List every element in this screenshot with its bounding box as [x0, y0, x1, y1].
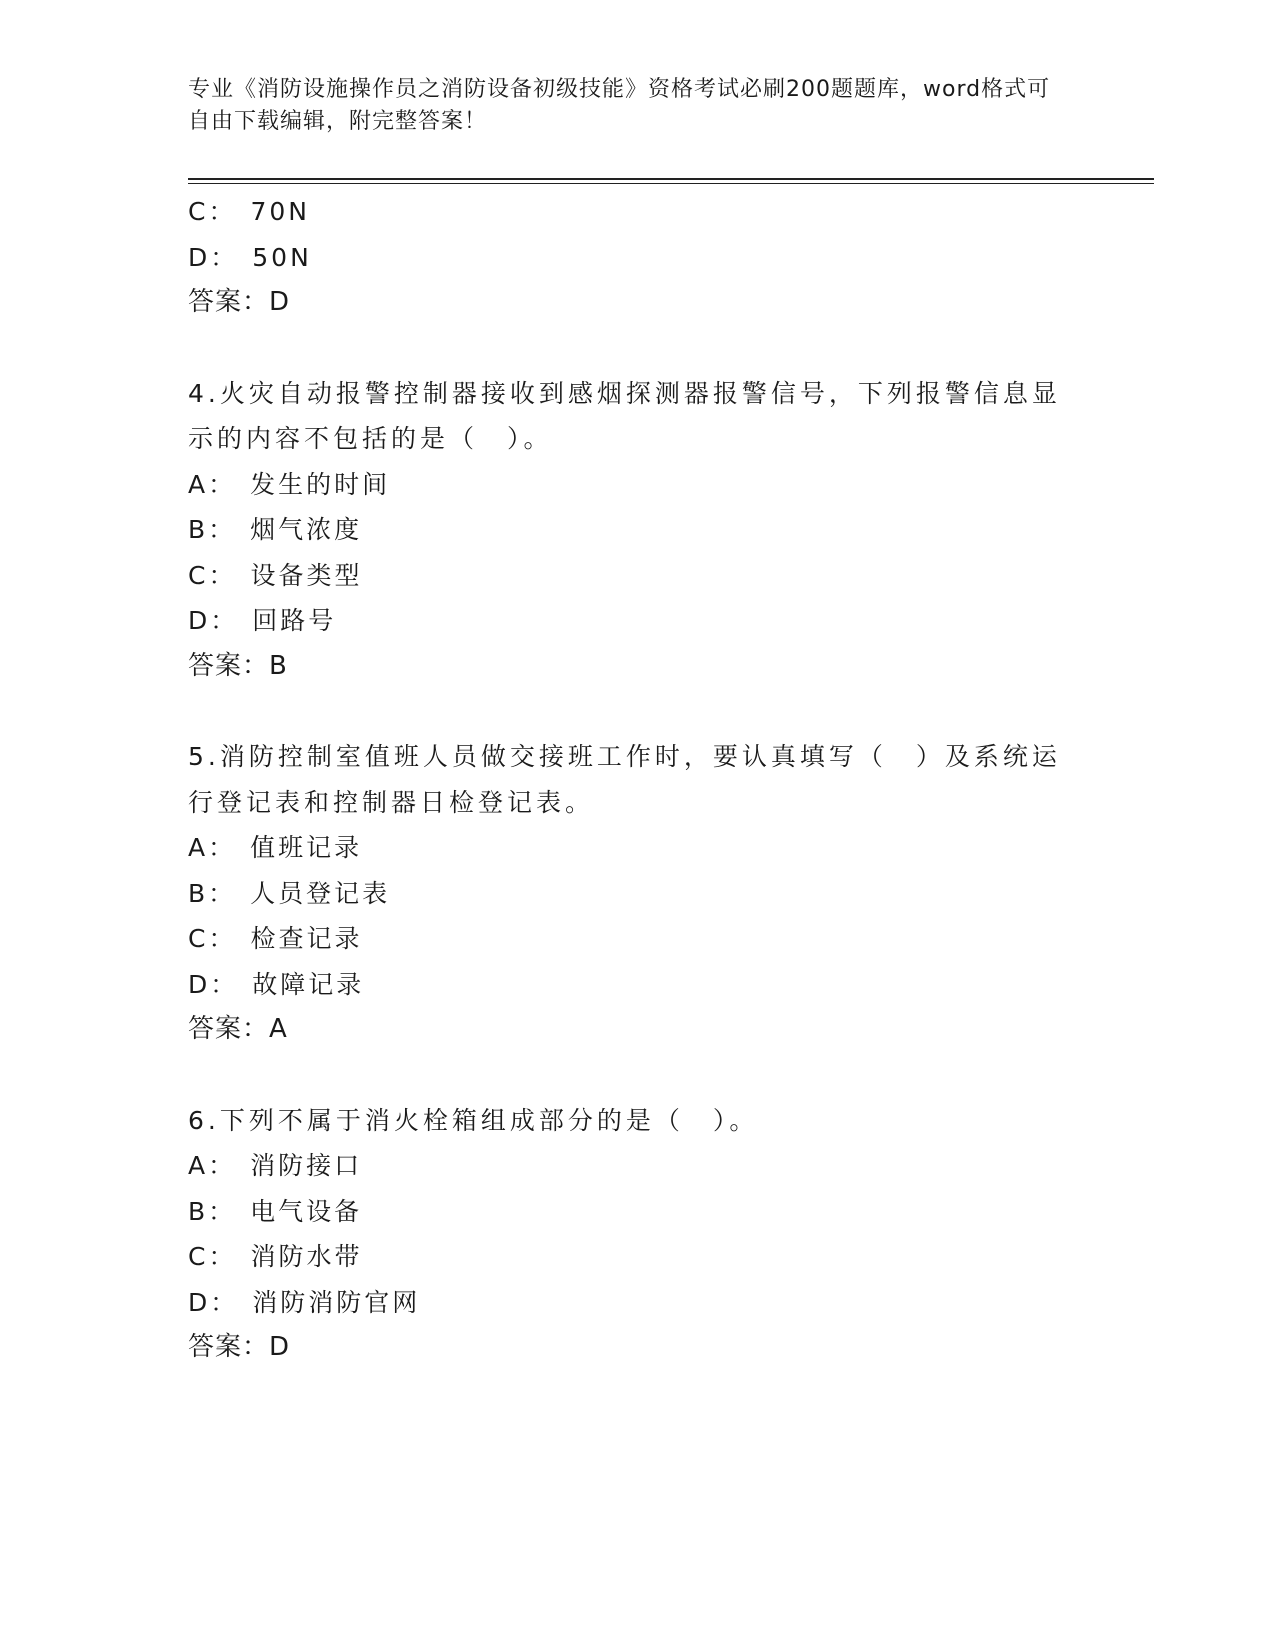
option-c	[188, 189, 1068, 235]
header-rule-thick	[188, 178, 1154, 180]
answer-line: 答案：D	[188, 1332, 291, 1362]
option-b	[188, 871, 1068, 917]
option-key: A：	[188, 1151, 237, 1180]
option-d	[188, 962, 1068, 1008]
option-key: C：	[188, 1242, 237, 1271]
document-header: 专业《消防设施操作员之消防设备初级技能》资格考试必刷200题题库，word格式可自由下载编辑，附完整答案！	[188, 77, 1051, 134]
option-a	[188, 462, 1068, 508]
question-list	[188, 189, 1068, 1371]
option-text: 值班记录	[250, 833, 363, 862]
header-rule-thin	[188, 183, 1154, 184]
option-key: A：	[188, 469, 237, 499]
option-a	[188, 1143, 1068, 1189]
question-text: 6.下列不属于消火栓箱组成部分的是（ ）。	[188, 1105, 759, 1135]
option-key: B：	[188, 515, 237, 544]
question-text: 4.火灾自动报警控制器接收到感烟探测器报警信号，下列报警信息显示的内容不包括的是（ ）。	[188, 378, 1061, 453]
option-key: C：	[188, 924, 237, 953]
answer-line: 答案：B	[188, 650, 288, 681]
option-text: 烟气浓度	[250, 515, 363, 544]
option-key: D：	[188, 969, 239, 999]
option-text: 70N	[250, 197, 310, 226]
option-text: 消防消防官网	[252, 1287, 421, 1317]
spacer	[188, 1053, 1068, 1098]
question-6	[188, 1098, 1068, 1371]
option-a	[188, 825, 1068, 871]
option-b	[188, 507, 1068, 553]
option-key: C：	[188, 197, 237, 226]
option-c	[188, 553, 1068, 599]
option-key: B：	[188, 1196, 237, 1226]
option-text: 发生的时间	[250, 469, 391, 499]
option-d	[188, 598, 1068, 644]
question-4	[188, 371, 1068, 690]
option-text: 回路号	[252, 606, 337, 635]
option-text: 消防水带	[250, 1242, 363, 1271]
option-text: 设备类型	[250, 560, 363, 590]
option-d	[188, 235, 1068, 281]
option-key: B：	[188, 878, 237, 908]
answer-line: 答案：D	[188, 287, 291, 317]
spacer	[188, 326, 1068, 371]
option-text: 消防接口	[250, 1151, 363, 1180]
option-text: 电气设备	[250, 1196, 363, 1226]
option-key: A：	[188, 833, 237, 862]
option-key: D：	[188, 606, 239, 635]
option-text: 故障记录	[252, 969, 365, 999]
option-text: 人员登记表	[250, 878, 391, 908]
option-c	[188, 1234, 1068, 1280]
option-text: 50N	[252, 242, 312, 272]
option-text: 检查记录	[250, 924, 363, 953]
option-b	[188, 1189, 1068, 1235]
option-key: D：	[188, 242, 239, 272]
option-d	[188, 1280, 1068, 1326]
spacer	[188, 689, 1068, 734]
question-5	[188, 734, 1068, 1053]
question-3-tail	[188, 189, 1068, 326]
option-c	[188, 916, 1068, 962]
option-key: D：	[188, 1287, 239, 1317]
question-text: 5.消防控制室值班人员做交接班工作时，要认真填写（ ）及系统运行登记表和控制器日检登记表。	[188, 742, 1061, 817]
answer-line: 答案：A	[188, 1014, 288, 1044]
option-key: C：	[188, 560, 237, 590]
